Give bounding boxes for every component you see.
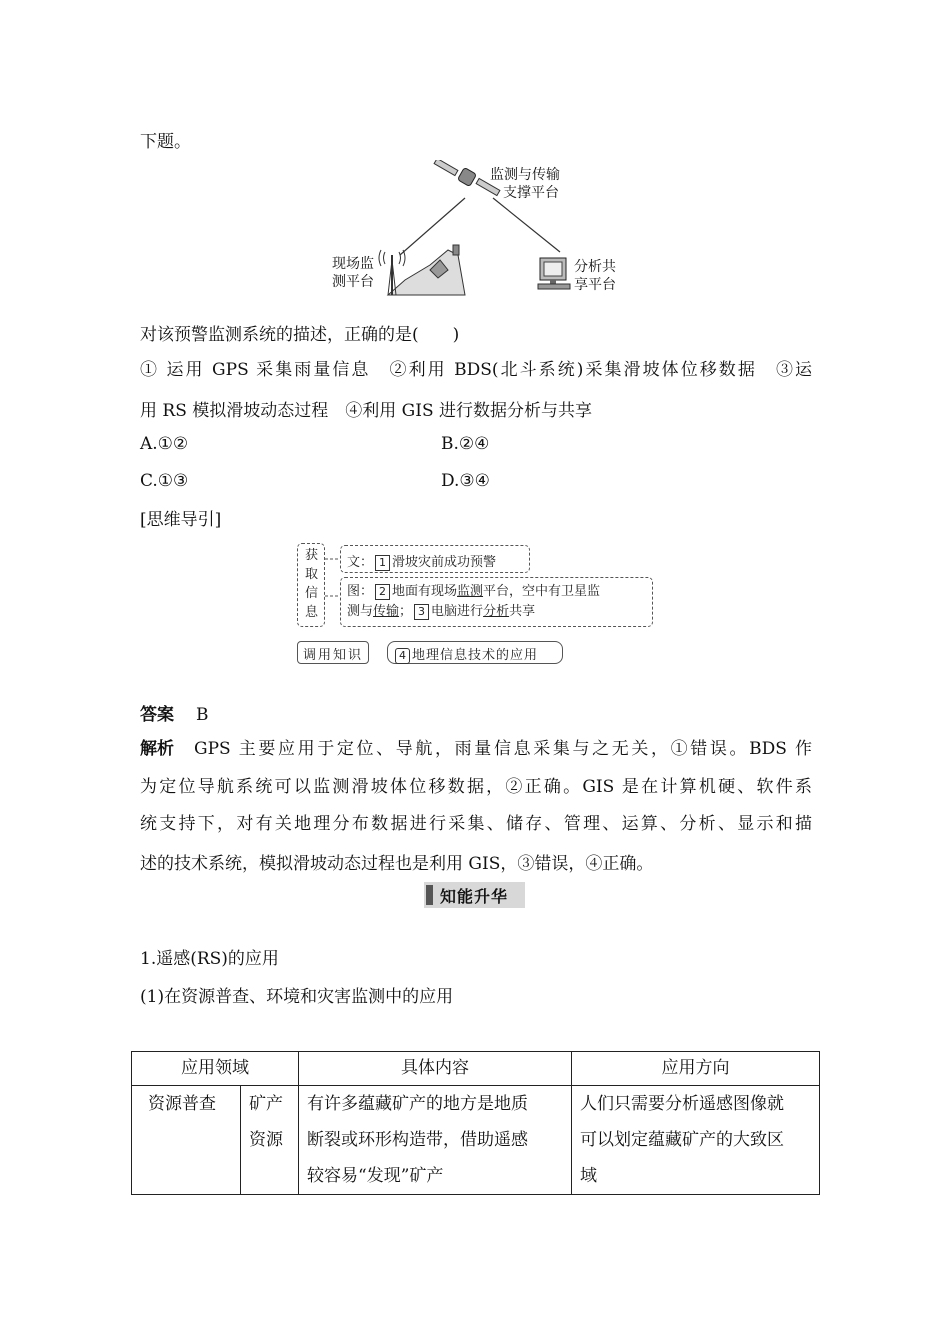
image-info-line-2 [347, 602, 600, 622]
text-prefix: 文： [347, 555, 374, 570]
analysis-label: 解析 [140, 739, 174, 759]
num-badge-4: 4 [395, 648, 410, 664]
side-char-1: 获 [305, 548, 319, 563]
recall-label-box [297, 641, 369, 664]
image-info-box [340, 577, 653, 627]
analysis-line-4: 述的技术系统，模拟滑坡动态过程也是利用 GIS，③错误，④正确。 [140, 854, 654, 874]
landslide-site-icon [379, 245, 465, 295]
option-d: D.③④ [441, 471, 490, 491]
img-prefix: 图： [347, 584, 374, 599]
side-char-3: 信 [305, 586, 319, 601]
option-b: B.②④ [441, 434, 490, 454]
computer-icon [538, 258, 570, 289]
num-badge-3: 3 [414, 604, 429, 620]
direction-line-1: 人们只需要分析遥感图像就 [580, 1094, 784, 1114]
direction-line-3: 域 [580, 1166, 597, 1186]
num-badge-2: 2 [375, 584, 390, 600]
section-banner [424, 882, 525, 908]
recall-label: 调用知识 [303, 648, 364, 663]
subfield-line-1: 矿产 [249, 1094, 283, 1114]
direction-line-2: 可以划定蕴藏矿产的大致区 [580, 1130, 784, 1150]
image-info-line-1 [347, 582, 600, 602]
site-label-2: 测平台 [332, 274, 374, 290]
cell-content [299, 1086, 572, 1195]
header-content: 具体内容 [299, 1052, 572, 1086]
question-stem: 对该预警监测系统的描述，正确的是( ) [140, 325, 460, 345]
section1-title: 1.遥感(RS)的应用 [140, 949, 279, 969]
img-text-2d: 电脑进行 [431, 604, 484, 619]
answer-label: 答案 [140, 705, 174, 725]
analysis-line-1 [140, 737, 812, 761]
img-text-2c: ； [399, 604, 413, 619]
content-line-3: 较容易“发现”矿产 [307, 1166, 444, 1186]
analysis-line-2: 为定位导航系统可以监测滑坡体位移数据，②正确。GIS 是在计算机硬、软件系 [140, 777, 812, 797]
content-line-1: 有许多蕴藏矿产的地方是地质 [307, 1094, 528, 1114]
img-text-2f: 共享 [509, 604, 536, 619]
cell-subfield [241, 1086, 299, 1195]
section1-subtitle: (1)在资源普查、环境和灾害监测中的应用 [140, 987, 454, 1007]
computer-label-2: 享平台 [574, 277, 616, 293]
statements-line-1: ① 运用 GPS 采集雨量信息 ②利用 BDS(北斗系统)采集滑坡体位移数据 ③运 [140, 360, 812, 380]
side-char-2: 取 [305, 567, 319, 582]
option-a: A.①② [140, 434, 189, 454]
mind-map [297, 541, 657, 666]
banner-bar [426, 885, 433, 905]
table-row [132, 1086, 820, 1195]
img-text-2e: 分析 [483, 604, 510, 619]
img-text-1a: 地面有现场 [392, 584, 458, 599]
computer-label: 分析共 [574, 259, 616, 275]
option-c: C.①③ [140, 471, 189, 491]
cell-field: 资源普查 [132, 1086, 241, 1195]
header-field: 应用领域 [132, 1052, 299, 1086]
recall-body-box [387, 641, 563, 664]
link-line-right [493, 198, 560, 252]
img-text-2b: 传输 [373, 604, 400, 619]
answer-value: B [196, 705, 209, 725]
text-body: 滑坡灾前成功预警 [392, 555, 497, 570]
statements-line-2: 用 RS 模拟滑坡动态过程 ④利用 GIS 进行数据分析与共享 [140, 401, 593, 421]
subfield-line-2: 资源 [249, 1130, 283, 1150]
satellite-label: 监测与传输 [490, 167, 560, 183]
monitoring-figure [330, 160, 630, 300]
section-banner-text: 知能升华 [440, 887, 509, 906]
answer-line [140, 700, 209, 725]
cell-direction [572, 1086, 820, 1195]
content-line-2: 断裂或环形构造带，借助遥感 [307, 1130, 528, 1150]
site-label: 现场监 [332, 256, 374, 272]
img-text-1b: 监测 [457, 584, 484, 599]
satellite-label-2: 支撑平台 [503, 185, 559, 201]
img-text-1c: 平台，空中有卫星监 [483, 584, 601, 599]
guide-heading: [思维导引] [140, 510, 222, 530]
text-info-box [340, 545, 530, 573]
intro-text: 下题。 [140, 132, 191, 152]
num-badge-1: 1 [375, 555, 390, 571]
side-label-box [297, 543, 325, 627]
header-direction: 应用方向 [572, 1052, 820, 1086]
img-text-2a: 测与 [347, 604, 374, 619]
side-char-4: 息 [305, 605, 319, 620]
table-header-row [132, 1052, 820, 1086]
analysis-line-3: 统支持下，对有关地理分布数据进行采集、储存、管理、运算、分析、显示和描 [140, 814, 812, 834]
rs-application-table [131, 1051, 820, 1195]
analysis-text-1: GPS 主要应用于定位、导航，雨量信息采集与之无关，①错误。BDS 作 [194, 739, 812, 759]
recall-body: 地理信息技术的应用 [412, 648, 539, 663]
